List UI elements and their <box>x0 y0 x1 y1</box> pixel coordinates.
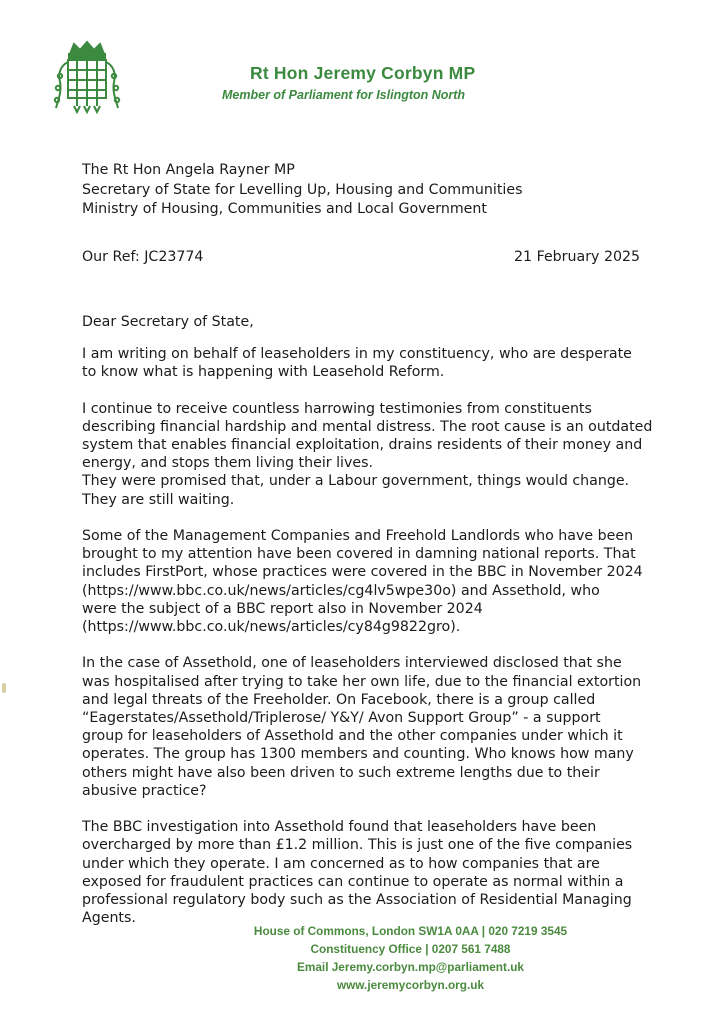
text-line: Agents. <box>82 910 136 927</box>
portcullis-crown-icon <box>52 40 122 120</box>
paragraph <box>82 818 662 927</box>
text-line: brought to my attention have been covered in damning national reports. That <box>82 546 636 563</box>
footer-address-phone: House of Commons, London SW1A 0AA | 020 7219 3545 <box>253 924 568 938</box>
text-line: overcharged by more than £1.2 million. This is just one of the five companies <box>82 837 633 854</box>
reference-number: Our Ref: JC23774 <box>82 249 204 265</box>
text-line: includes FirstPort, whose practices were covered in the BBC in November 2024 <box>82 564 643 581</box>
footer-email[interactable]: Email Jeremy.corbyn.mp@parliament.uk <box>297 960 524 974</box>
recipient-department: Ministry of Housing, Communities and Local Government <box>82 201 487 217</box>
letter-footer <box>0 922 721 994</box>
scan-artifact <box>2 683 6 693</box>
text-line: They are still waiting. <box>82 491 235 508</box>
paragraph <box>82 400 662 509</box>
text-line: under which they operate. I am concerned as to how companies that are <box>82 855 600 872</box>
text-line: energy, and stops them living their lives. <box>82 455 374 472</box>
text-line: “Eagerstates/Assethold/Triplerose/ Y&Y/ Avon Support Group” - a support <box>82 710 601 727</box>
letter-body <box>82 345 662 946</box>
text-line: professional regulatory body such as the Association of Residential Managing <box>82 892 632 909</box>
text-line: others might have also been driven to such extreme lengths due to their <box>82 764 600 781</box>
text-line: was hospitalised after trying to take her own life, due to the financial extortion <box>82 673 642 690</box>
paragraph <box>82 527 662 636</box>
text-line: describing financial hardship and mental distress. The root cause is an outdated <box>82 418 653 435</box>
recipient-name: The Rt Hon Angela Rayner MP <box>82 162 295 178</box>
recipient-title: Secretary of State for Levelling Up, Housing and Communities <box>82 181 523 198</box>
text-line: (https://www.bbc.co.uk/news/articles/cg4lv5wpe30o) and Assethold, who <box>82 582 600 599</box>
text-line: Some of the Management Companies and Freehold Landlords who have been <box>82 528 634 544</box>
text-line: They were promised that, under a Labour government, things would change. <box>82 473 630 490</box>
text-line: I am writing on behalf of leaseholders in my constituency, who are desperate <box>82 346 632 362</box>
letter-date: 21 February 2025 <box>514 249 641 265</box>
salutation: Dear Secretary of State, <box>82 314 254 330</box>
text-line: In the case of Assethold, one of leaseholders interviewed disclosed that she <box>82 655 622 672</box>
mp-name: Rt Hon Jeremy Corbyn MP <box>250 63 476 83</box>
text-line: I continue to receive countless harrowing testimonies from constituents <box>82 400 592 417</box>
text-line: The BBC investigation into Assethold found that leaseholders have been <box>82 819 597 836</box>
text-line: abusive practice? <box>82 782 207 799</box>
paragraph <box>82 654 662 800</box>
paragraph <box>82 345 662 381</box>
text-line: were the subject of a BBC report also in November 2024 <box>82 600 483 617</box>
footer-website[interactable]: www.jeremycorbyn.org.uk <box>336 978 485 992</box>
text-line: group for leaseholders of Assethold and the other companies under which it <box>82 728 623 745</box>
text-line: and legal threats of the Freeholder. On Facebook, there is a group called <box>82 691 596 708</box>
text-line: exposed for fraudulent practices can continue to operate as normal within a <box>82 873 624 890</box>
text-line: to know what is happening with Leasehold Reform. <box>82 364 445 381</box>
text-line: system that enables financial exploitation, drains residents of their money and <box>82 437 643 453</box>
footer-constituency-phone: Constituency Office | 0207 561 7488 <box>310 942 511 956</box>
recipient-address <box>82 161 522 220</box>
text-line: (https://www.bbc.co.uk/news/articles/cy84g9822gro). <box>82 619 461 636</box>
constituency-subtitle: Member of Parliament for Islington North <box>222 88 466 102</box>
text-line: operates. The group has 1300 members and counting. Who knows how many <box>82 746 634 763</box>
